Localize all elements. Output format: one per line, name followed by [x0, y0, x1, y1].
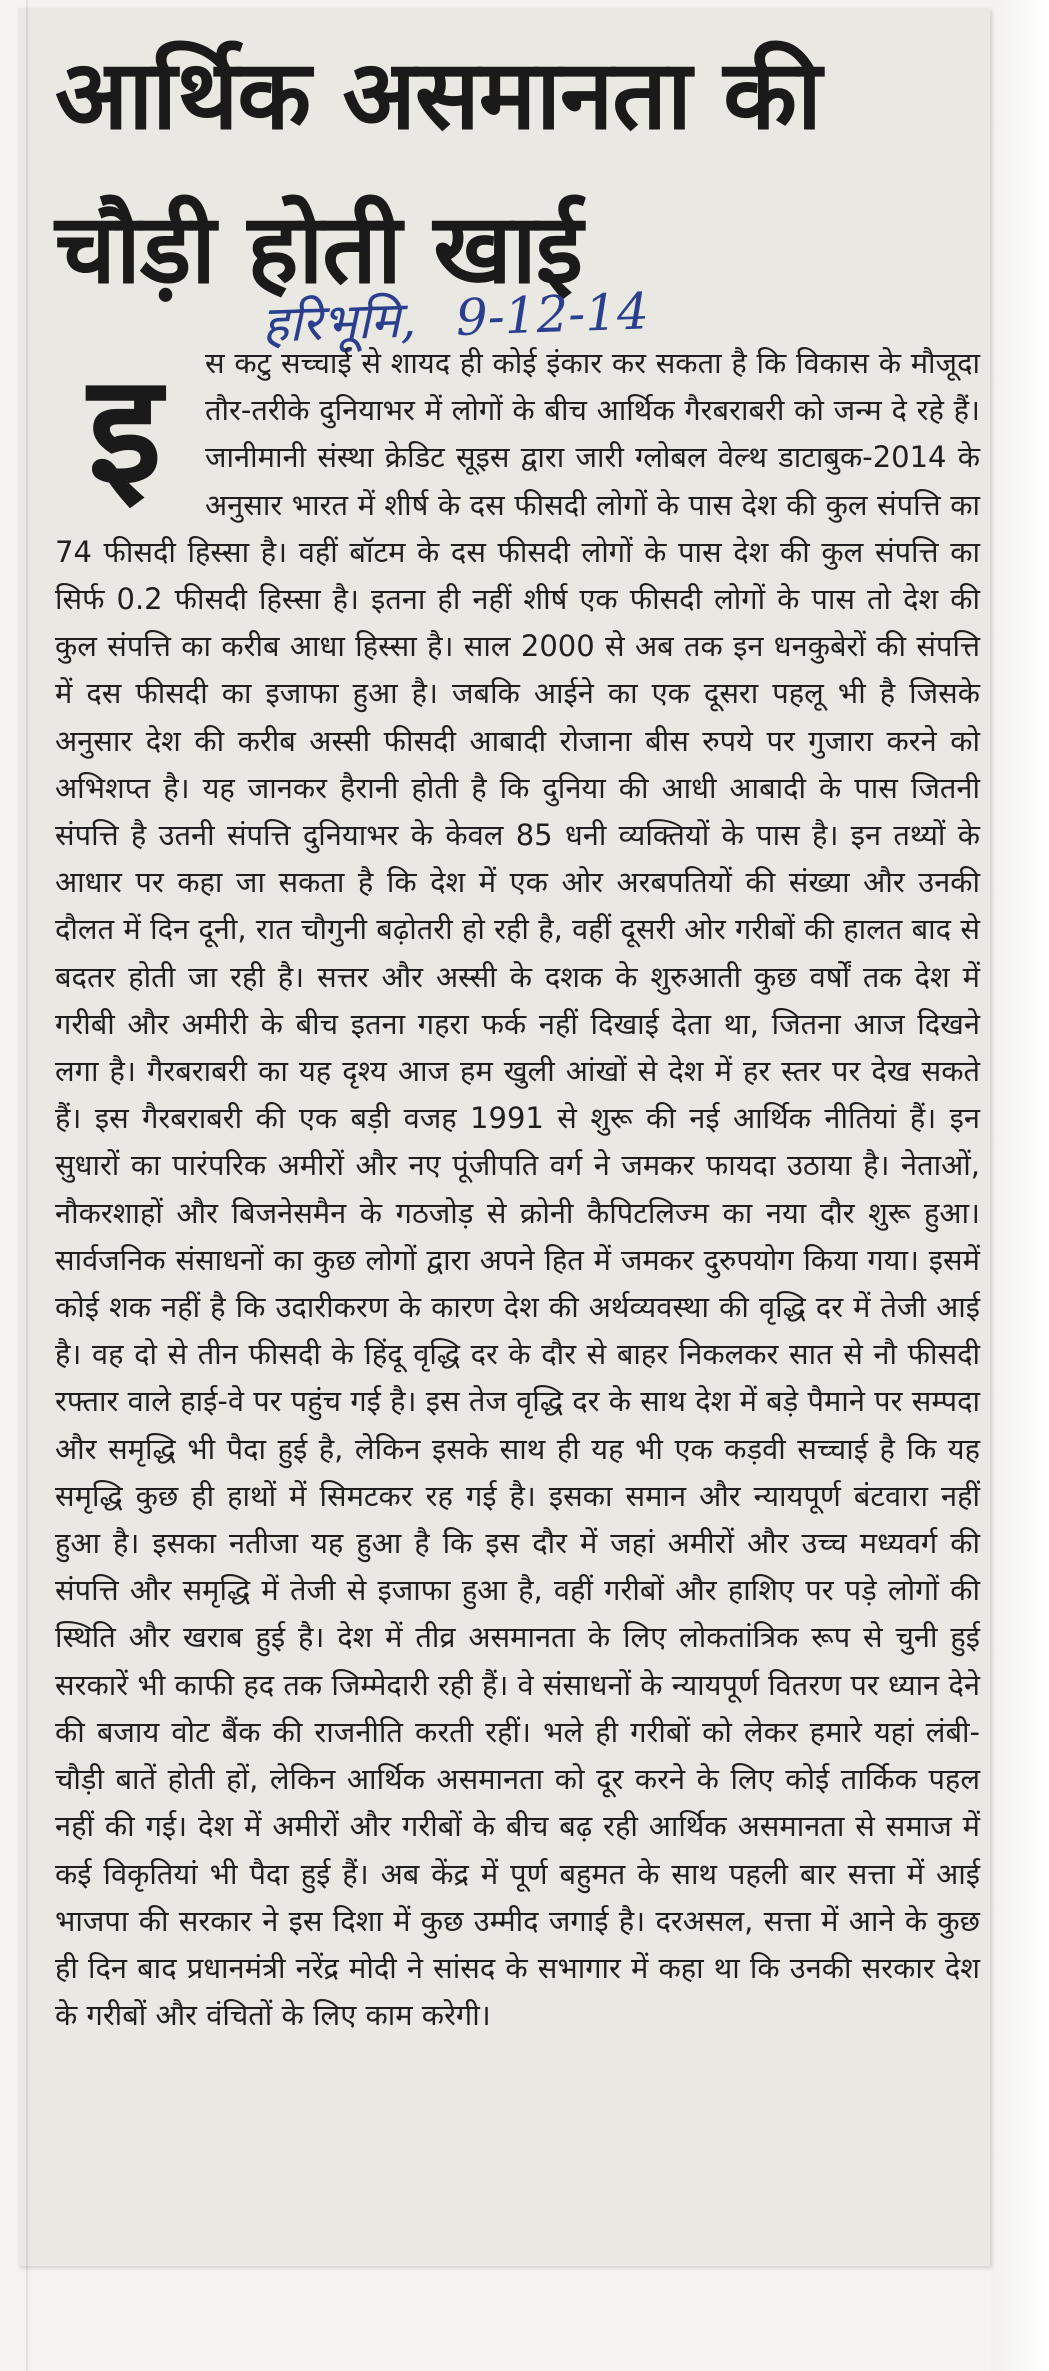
drop-cap: इ: [88, 343, 162, 517]
fold-line: [26, 0, 28, 2371]
article-body-text: स कटु सच्चाई से शायद ही कोई इंकार कर सकता है कि विकास के मौजूदा तौर-तरीके दुनियाभर में लोगों के बीच आर्थिक गैरबराबरी को जन्म दे रहे हैं। जानीमानी संस्था क्रेडिट सूइस द्वारा जारी ग्लोबल वेल्थ डाटाबुक-2014 के अनुसार भारत में शीर्ष के दस फीसदी लोगों के पास देश की कुल संपत्ति का 74 फीसदी हिस्सा है। वहीं बॉटम के दस फीसदी लोगों के पास देश की कुल संपत्ति का सिर्फ 0.2 फीसदी हिस्सा है। इतना ही नहीं शीर्ष एक फीसदी लोगों के पास तो देश की कुल संपत्ति का करीब आधा हिस्सा है। साल 2000 से अब तक इन धनकुबेरों की संपत्ति में दस फीसदी का इजाफा हुआ है। जबकि आईने का एक दूसरा पहलू भी है जिसके अनुसार देश की करीब अस्सी फीसदी आबादी रोजाना बीस रुपये पर गुजारा करने को अभिशप्त है। यह जानकर हैरानी होती है कि दुनिया की आधी आबादी के पास जितनी संपत्ति है उतनी संपत्ति दुनियाभर के केवल 85 धनी व्यक्तियों के पास है। इन तथ्यों के आधार पर कहा जा सकता है कि देश में एक ओर अरबपतियों की संख्या और उनकी दौलत में दिन दूनी, रात चौगुनी बढ़ोतरी हो रही है, वहीं दूसरी ओर गरीबों की हालत बाद से बदतर होती जा रही है। सत्तर और अस्सी के दशक के शुरुआती कुछ वर्षों तक देश में गरीबी और अमीरी के बीच इतना गहरा फर्क नहीं दिखाई देता था, जितना आज दिखने लगा है। गैरबराबरी का यह दृश्य आज हम खुली आंखों से देश में हर स्तर पर देख सकते हैं। इस गैरबराबरी की एक बड़ी वजह 1991 से शुरू की नई आर्थिक नीतियां हैं। इन सुधारों का पारंपरिक अमीरों और नए पूंजीपति वर्ग ने जमकर फायदा उठाया है। नेताओं, नौकरशाहों और बिजनेसमैन के गठजोड़ से क्रोनी कैपिटलिज्म का नया दौर शुरू हुआ। सार्वजनिक संसाधनों का कुछ लोगों द्वारा अपने हित में जमकर दुरुपयोग किया गया। इसमें कोई शक नहीं है कि उदारीकरण के कारण देश की अर्थव्यवस्था की वृद्धि दर में तेजी आई है। वह दो से तीन फीसदी के हिंदू वृद्धि दर के दौर से बाहर निकलकर सात से नौ फीसदी रफ्तार वाले हाई-वे पर पहुंच गई है। इस तेज वृद्धि दर के साथ देश में बड़े पैमाने पर सम्पदा और समृद्धि भी पैदा हुई है, लेकिन इसके साथ ही यह भी एक कड़वी सच्चाई है कि यह समृद्धि कुछ ही हाथों में सिमटकर रह गई है। इसका समान और न्यायपूर्ण बंटवारा नहीं हुआ है। इसका नतीजा यह हुआ है कि इस दौर में जहां अमीरों और उच्च मध्यवर्ग की संपत्ति और समृद्धि में तेजी से इजाफा हुआ है, वहीं गरीबों और हाशिए पर पड़े लोगों की स्थिति और खराब हुई है। देश में तीव्र असमानता के लिए लोकतांत्रिक रूप से चुनी हुई सरकारें भी काफी हद तक जिम्मेदारी रही हैं। वे संसाधनों के न्यायपूर्ण वितरण पर ध्यान देने की बजाय वोट बैंक की राजनीति करती रहीं। भले ही गरीबों को लेकर हमारे यहां लंबी-चौड़ी बातें होती हों, लेकिन आर्थिक असमानता को दूर करने के लिए कोई तार्किक पहल नहीं की गई। देश में अमीरों और गरीबों के बीच बढ़ रही आर्थिक असमानता से समाज में कई विकृतियां भी पैदा हुई हैं। अब केंद्र में पूर्ण बहुमत के साथ पहली बार सत्ता में आई भाजपा की सरकार ने इस दिशा में कुछ उम्मीद जगाई है। दरअसल, सत्ता में आने के कुछ ही दिन बाद प्रधानमंत्री नरेंद्र मोदी ने सांसद के सभागार में कहा था कि उनकी सरकार देश के गरीबों और वंचितों के लिए काम करेगी।: [55, 346, 980, 2033]
page-edge-shadow: [991, 0, 1049, 2371]
drop-cap-spacer: [55, 340, 205, 520]
handwritten-date: 9-12-14: [454, 282, 650, 347]
headline: आर्थिक असमानता की चौड़ी होती खाई: [55, 39, 821, 305]
handwritten-source: हरिभूमि,: [261, 290, 417, 354]
article-body: [55, 340, 980, 2039]
